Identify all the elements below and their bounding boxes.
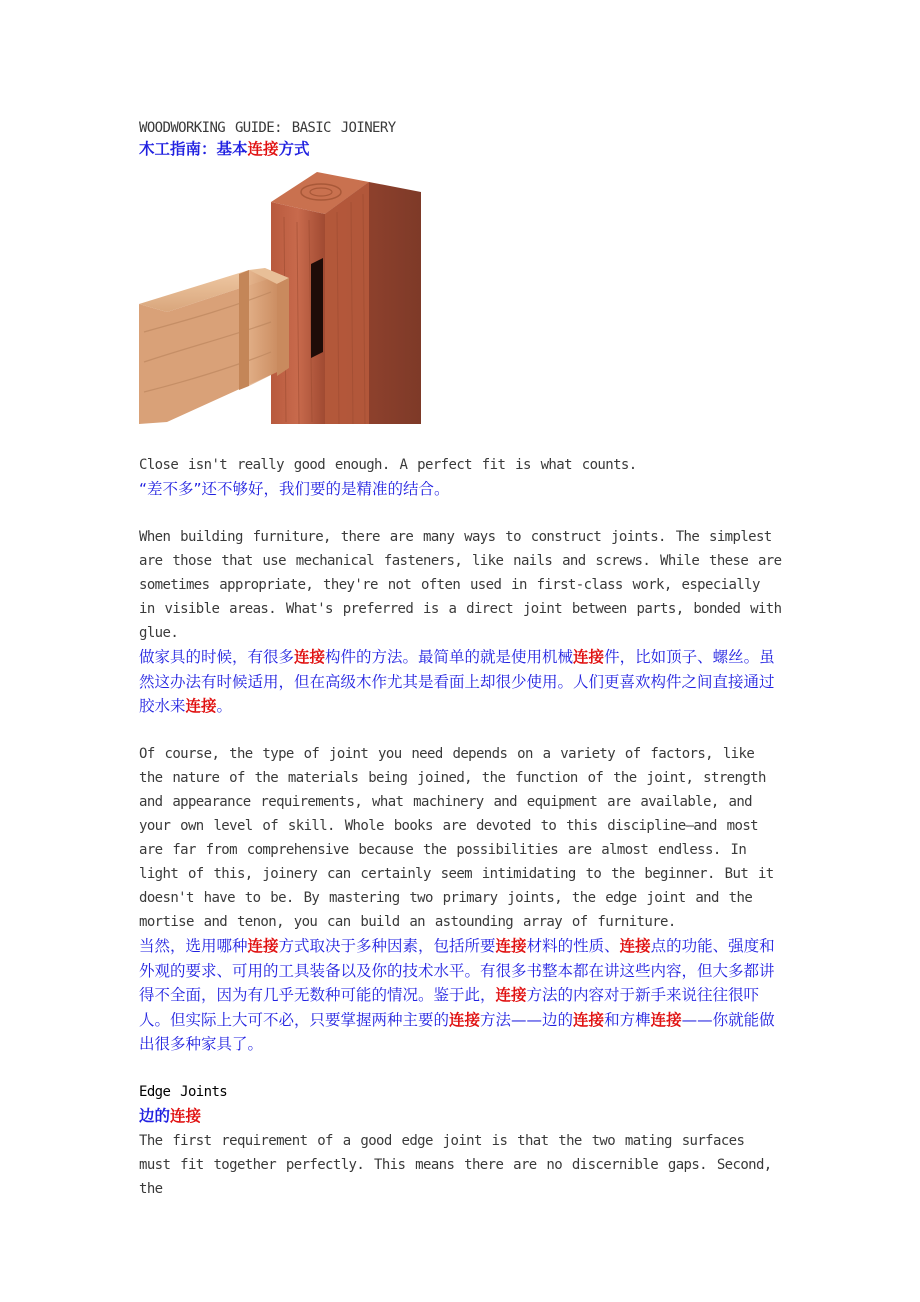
paragraph-1-english: When building furniture, there are many ways to construct joints. The simplest are those that use mechanical fasteners, like nails and screws. While these are sometimes appropriate, they're not often used in first-class work, especially in visible areas. What's preferred is a direct joint between parts, bonded with glue. [139,529,782,641]
keyword-highlight: 连接 [495,937,527,955]
section-heading-english: Edge Joints [139,1084,228,1100]
chinese-text-segment: 当然，选用哪种 [139,937,248,955]
chinese-text-segment: 方式取决于多种因素，包括所要 [278,937,496,955]
intro-chinese: “差不多”还不够好，我们要的是精准的结合。 [139,480,450,498]
keyword-highlight: 连接 [294,648,326,666]
keyword-highlight: 连接 [495,986,527,1004]
title-english: WOODWORKING GUIDE: BASIC JOINERY [139,120,396,136]
edge-joints-section [139,1080,784,1201]
keyword-highlight: 连接 [573,1010,605,1029]
intro-block [139,453,784,502]
paragraph-2 [139,742,784,1057]
chinese-text-segment: 方法的内容对于新手来说往往很吓人。但实际上大可不必，只要掌握两种主要的 [139,986,760,1029]
heading-zh-part: 边的 [139,1107,171,1125]
chinese-text-segment: 构件的方法。最简单的就是使用机械 [325,648,574,666]
paragraph-1 [139,525,784,719]
paragraph-2-english: Of course, the type of joint you need depends on a variety of factors, like the nature of the materials being joined, the function of the joint, strength and appearance requirements, what machinery and equipment are available, and your own level of skill. Whole books are devoted to this discipline–and most are far from comprehensive because the possibilities are almost endless. In light of this, joinery can certainly seem intimidating to the beginner. But it doesn't have to be. By mastering two primary joints, the edge joint and the mortise and tenon, you can build an astounding array of furniture. [139,746,774,930]
chinese-text-segment: 。 [216,697,233,715]
keyword-highlight: 连接 [573,648,605,666]
keyword-highlight: 连接 [185,697,217,715]
section-body-english: The first requirement of a good edge joint is that the two mating surfaces must fit together perfectly. This means there are no discernible gaps. Second, the [139,1132,772,1197]
paragraph-1-chinese [139,645,784,719]
keyword-highlight: 连接 [619,937,651,955]
chinese-text-segment: 方法——边的 [480,1010,574,1029]
chinese-text-segment: ——你就能做出很多种家具了。 [139,1010,775,1053]
keyword-highlight: 连接 [449,1010,481,1029]
title-zh-part: 木工指南：基本 [139,140,248,158]
chinese-text-segment: 材料的性质、 [526,937,620,955]
chinese-text-segment: 和方榫 [604,1010,651,1029]
chinese-text-segment: 点的功能、强度和外观的要求、可用的工具装备以及你的技术水平。有很多书整本都在讲这些内容，但大多都讲得不全面，因为有几乎无数种可能的情况。鉴于此， [139,937,775,1004]
title-chinese [139,137,310,162]
keyword-highlight: 连接 [247,937,279,955]
chinese-text-segment: 做家具的时候，有很多 [139,648,295,666]
paragraph-2-chinese [139,934,784,1057]
chinese-text-segment: 件，比如顶子、螺丝。虽然这办法有时候适用，但在高级木作尤其是看面上却很少使用。人们更喜欢构件之间直接通过胶水来 [139,648,775,715]
title-zh-part: 方式 [278,140,310,158]
heading-zh-keyword: 连接 [170,1107,202,1125]
joinery-photo [139,172,421,424]
section-heading-chinese [139,1104,784,1129]
keyword-highlight: 连接 [650,1010,682,1029]
intro-english: Close isn't really good enough. A perfect fit is what counts. [139,457,637,473]
title-zh-keyword: 连接 [247,140,279,158]
